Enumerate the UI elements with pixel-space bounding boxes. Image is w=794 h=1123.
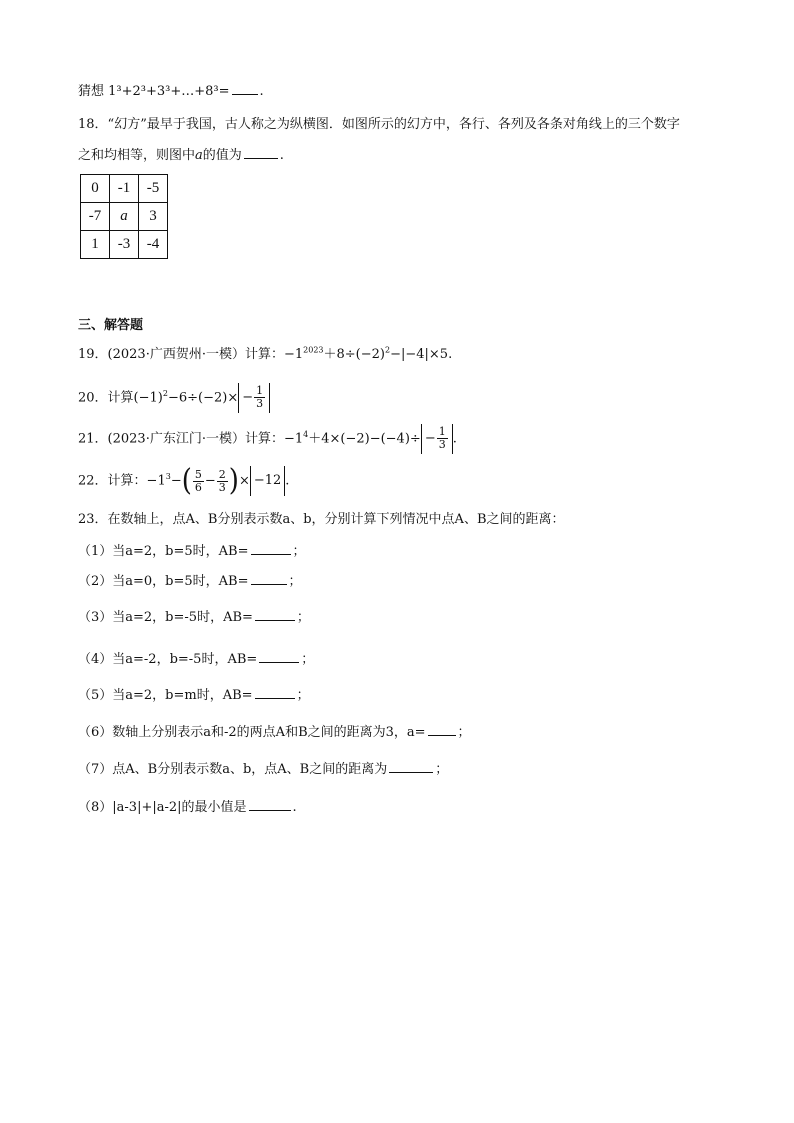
q22-exp: 3 — [165, 472, 171, 482]
q21-expr: ＋4×(−2)−(−4)÷ — [308, 431, 421, 447]
grid-cell: -7 — [81, 203, 110, 231]
fraction — [254, 385, 265, 410]
section-heading: 三、解答题 — [78, 318, 144, 333]
answer-blank[interactable] — [255, 686, 295, 699]
q23-item-text: （7）点A、B分别表示数a、b，点A、B之间的距离为 — [78, 762, 388, 777]
denominator: 3 — [438, 438, 446, 451]
q19-end: . — [448, 347, 453, 362]
question-18-line1: 18．“幻方”最早于我国，古人称之为纵横图．如图所示的幻方中，各行、各列及各条对角线上的三个数字 — [78, 117, 680, 132]
question-23-intro: 23．在数轴上，点A、B分别表示数a、b，分别计算下列情况中点A、B之间的距离： — [78, 512, 565, 527]
answer-blank[interactable] — [251, 572, 287, 585]
q22-prefix: 22．计算： — [78, 473, 147, 489]
q18-line2-pre: 之和均相等，则图中 — [78, 148, 196, 163]
grid-cell: -4 — [139, 231, 168, 259]
denominator: 6 — [194, 480, 202, 494]
q23-item-end: ； — [288, 574, 302, 589]
q20-expr1: (−1) — [133, 390, 163, 406]
fraction — [217, 469, 228, 494]
q23-item-text: （3）当a=2，b=-5时，AB= — [78, 610, 253, 625]
q22-end: . — [285, 473, 290, 489]
answer-blank[interactable] — [428, 723, 456, 736]
grid-cell: -3 — [110, 231, 139, 259]
q21-abs — [421, 424, 453, 454]
question-17-tail — [78, 82, 264, 100]
answer-blank[interactable] — [244, 146, 278, 159]
q23-item-end: ； — [292, 544, 306, 559]
q18-var: a — [195, 148, 203, 163]
q18-line2-post: 的值为 — [202, 148, 242, 163]
numerator: 1 — [256, 384, 264, 397]
q23-item — [78, 686, 310, 704]
grid-row — [81, 175, 168, 203]
denominator: 3 — [218, 480, 226, 494]
q23-item-text: （8）|a-3|+|a-2|的最小值是 — [78, 800, 247, 815]
q22-minus: − — [170, 473, 182, 489]
q23-item-end: ； — [296, 688, 310, 703]
q19-exp2: 2 — [384, 345, 391, 355]
q23-item-text: （1）当a=2，b=5时，AB= — [78, 544, 249, 559]
q19-prefix: 19．(2023·广西贺州·一模）计算： — [78, 347, 284, 362]
grid-cell: 3 — [139, 203, 168, 231]
q19-base: −1 — [283, 347, 304, 362]
answer-blank[interactable] — [251, 542, 291, 555]
q21-base: −1 — [283, 431, 304, 447]
q22-abs: −12 — [250, 466, 285, 496]
question-18-line2 — [78, 146, 284, 164]
numerator: 2 — [218, 467, 226, 481]
grid-cell: 1 — [81, 231, 110, 259]
answer-blank[interactable] — [259, 650, 299, 663]
q23-item-text: （4）当a=-2，b=-5时，AB= — [78, 652, 258, 667]
q20-abs — [238, 383, 270, 413]
q20-prefix: 20．计算 — [78, 390, 134, 406]
q22-op: − — [204, 473, 216, 489]
q23-item — [78, 798, 297, 816]
q19-mid: ＋8÷(−2) — [323, 347, 385, 362]
answer-blank[interactable] — [232, 82, 258, 95]
q23-item — [78, 608, 310, 626]
q23-item-end: ； — [457, 725, 471, 740]
denominator: 3 — [256, 397, 264, 410]
q20-expr2: −6÷(−2)× — [167, 390, 239, 406]
fraction — [193, 469, 204, 494]
q20-exp: 2 — [162, 389, 168, 399]
grid-cell: -5 — [139, 175, 168, 203]
q22-times: × — [238, 473, 250, 489]
q23-item — [78, 650, 314, 668]
grid-row — [81, 203, 168, 231]
grid-cell: a — [110, 203, 139, 231]
answer-blank[interactable] — [389, 760, 433, 773]
question-21 — [78, 424, 457, 455]
q23-item-text: （6）数轴上分别表示a和-2的两点A和B之间的距离为3，a= — [78, 725, 426, 740]
q23-item-text: （2）当a=0，b=5时，AB= — [78, 574, 249, 589]
fraction — [437, 426, 448, 451]
q17-text: 猜想 1³+2³+3³+…+8³= — [78, 84, 230, 99]
q23-item-end: ； — [296, 610, 310, 625]
q23-item-text: （5）当a=2，b=m时，AB= — [78, 688, 253, 703]
answer-blank[interactable] — [249, 798, 291, 811]
q21-exp: 4 — [303, 430, 309, 440]
q21-abs-sign: − — [424, 431, 436, 446]
q22-base: −1 — [146, 473, 166, 489]
q23-item-end: ； — [301, 652, 315, 667]
magic-square-grid — [80, 174, 168, 259]
right-paren: ) — [228, 463, 239, 499]
question-20 — [78, 383, 270, 414]
q23-item-end: ； — [435, 762, 449, 777]
q23-item-end: . — [292, 800, 297, 815]
q23-item — [78, 542, 306, 560]
q21-end: . — [452, 431, 457, 447]
question-22 — [78, 463, 290, 499]
numerator: 5 — [194, 467, 202, 481]
answer-blank[interactable] — [255, 608, 295, 621]
q20-abs-sign: − — [242, 390, 254, 405]
q23-item — [78, 723, 471, 741]
q18-end: . — [279, 148, 284, 163]
q21-prefix: 21．(2023·广东江门·一模）计算： — [78, 431, 284, 447]
question-19 — [78, 347, 452, 363]
q19-tail: −|−4|×5 — [390, 347, 449, 362]
left-paren: ( — [181, 463, 192, 499]
numerator: 1 — [438, 425, 446, 438]
grid-cell: 0 — [81, 175, 110, 203]
grid-cell: -1 — [110, 175, 139, 203]
q23-item — [78, 760, 448, 778]
q17-end: . — [259, 84, 264, 99]
q23-item — [78, 572, 302, 590]
q19-exp: 2023 — [303, 345, 324, 355]
grid-row — [81, 231, 168, 259]
